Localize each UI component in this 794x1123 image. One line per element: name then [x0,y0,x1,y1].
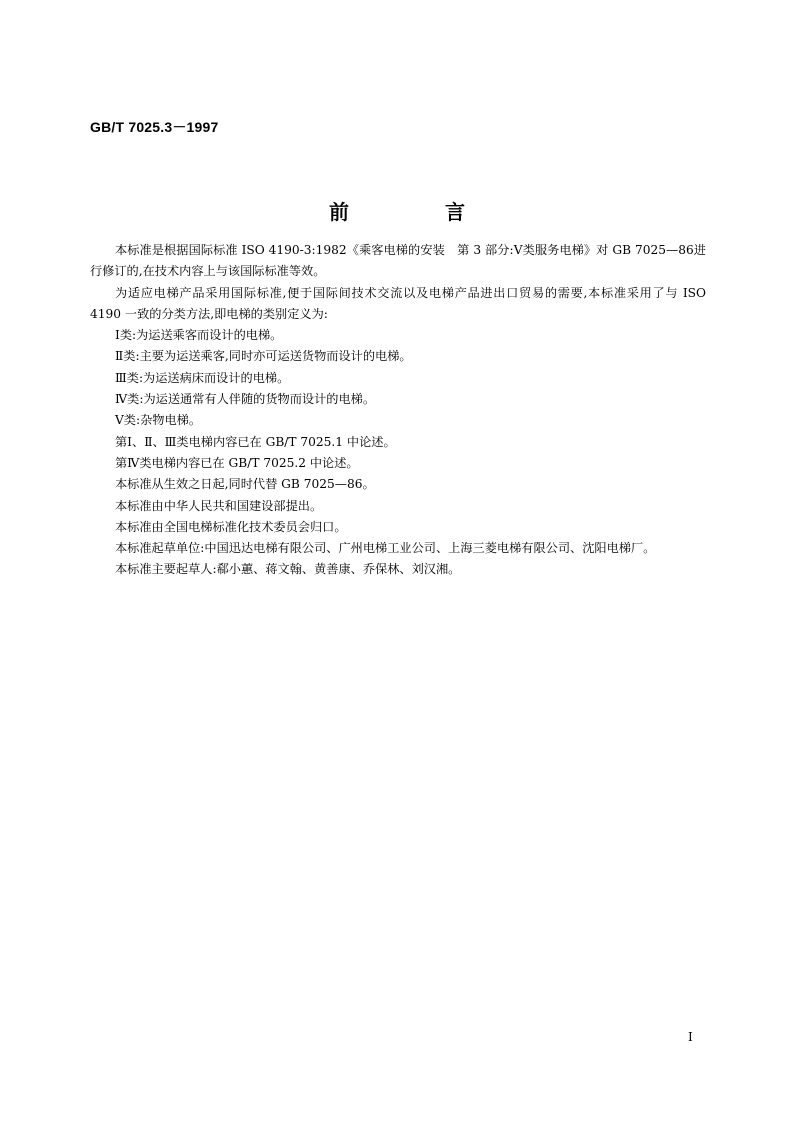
paragraph-drafters: 本标准主要起草人:郗小蕙、蒋文翰、黄善康、乔保林、刘汉湘。 [115,562,461,577]
paragraph-responsible-committee: 本标准由全国电梯标准化技术委员会归口。 [115,519,347,534]
page-number: I [688,1030,693,1044]
paragraph-effective-date: 本标准从生效之日起,同时代替 GB 7025—86。 [115,477,375,492]
paragraph-drafting-units: 本标准起草单位:中国迅达电梯有限公司、广州电梯工业公司、上海三菱电梯有限公司、沈阳电梯厂。 [115,541,656,556]
standard-code: GB/T 7025.3－1997 [90,119,219,135]
class-3-definition: Ⅲ类:为运送病床而设计的电梯。 [115,370,290,385]
paragraph-basis: 本标准是根据国际标准 ISO 4190-3:1982《乘客电梯的安装 第 3 部分:Ⅴ类服务电梯》对 GB 7025—86进行修订的,在技术内容上与该国际标准等效。 [90,243,706,279]
class-5-definition: Ⅴ类:杂物电梯。 [115,413,202,428]
page-title: 前 言 [329,200,503,224]
class-1-definition: Ⅰ类:为运送乘客而设计的电梯。 [115,328,283,343]
class-2-definition: Ⅱ类:主要为运送乘客,同时亦可运送货物而设计的电梯。 [115,349,412,364]
foreword-body [90,240,710,581]
paragraph-part-1-reference: 第Ⅰ、Ⅱ、Ⅲ类电梯内容已在 GB/T 7025.1 中论述。 [115,434,396,449]
paragraph-part-2-reference: 第Ⅳ类电梯内容已在 GB/T 7025.2 中论述。 [115,455,359,470]
paragraph-proposer: 本标准由中华人民共和国建设部提出。 [115,498,323,513]
class-4-definition: Ⅳ类:为运送通常有人伴随的货物而设计的电梯。 [115,392,376,407]
paragraph-classification-intro: 为适应电梯产品采用国际标准,便于国际间技术交流以及电梯产品进出口贸易的需要,本标准采用了与 ISO 4190 一致的分类方法,即电梯的类别定义为: [90,285,710,321]
